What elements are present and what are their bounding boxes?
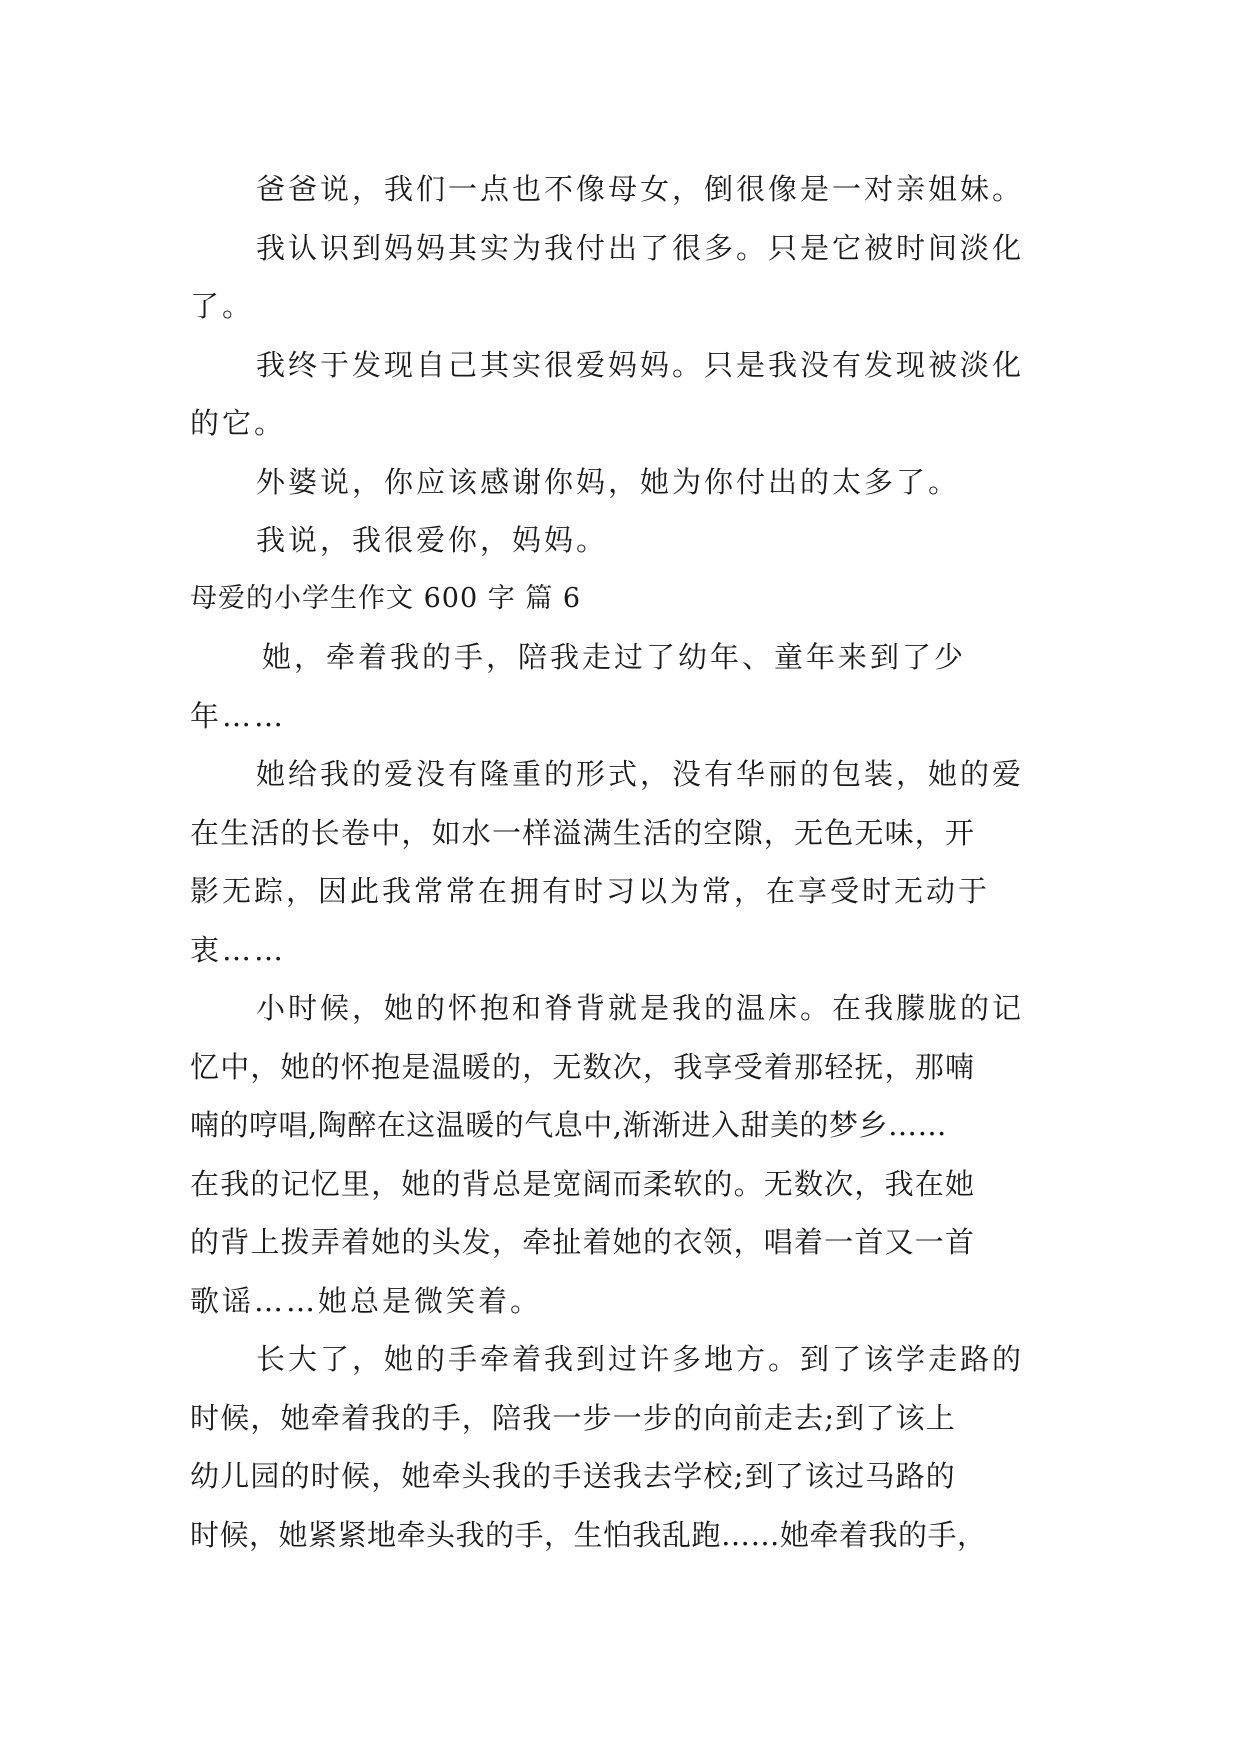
text-line: 她，牵着我的手，陪我走过了幼年、童年来到了少 [262, 640, 967, 674]
text-line: 小时候，她的怀抱和脊背就是我的温床。在我朦胧的记 [256, 991, 1025, 1025]
text-line: 影无踪，因此我常常在拥有时习以为常，在享受时无动于 [190, 874, 991, 908]
text-line: 了。 [190, 289, 255, 323]
text-line: 我认识到妈妈其实为我付出了很多。只是它被时间淡化 [256, 230, 1025, 265]
text-line: 爸爸说，我们一点也不像母女，倒很像是一对亲姐妹。 [256, 172, 1025, 206]
text-line: 在我的记忆里，她的背总是宽阔而柔软的。无数次，我在她 [190, 1166, 976, 1201]
text-line: 我终于发现自己其实很爱妈妈。只是我没有发现被淡化 [256, 347, 1025, 382]
text-line: 歌谣……她总是微笑着。 [190, 1283, 543, 1318]
text-line: 忆中，她的怀抱是温暖的，无数次，我享受着那轻抚，那喃 [190, 1049, 976, 1084]
text-line: 长大了，她的手牵着我到过许多地方。到了该学走路的 [256, 1342, 1025, 1376]
text-line: 她给我的爱没有隆重的形式，没有华丽的包装，她的爱 [256, 757, 1025, 791]
text-line: 幼儿园的时候，她牵头我的手送我去学校;到了该过马路的 [190, 1459, 956, 1493]
document-page [190, 160, 1070, 1564]
text-line: 年…… [190, 698, 287, 733]
text-line: 的背上拨弄着她的头发，牵扯着她的衣领，唱着一首又一首 [190, 1225, 976, 1259]
section-heading: 母爱的小学生作文 600 字 篇 6 [190, 582, 582, 614]
text-line: 时候，她紧紧地牵头我的手，生怕我乱跑……她牵着我的手， [190, 1517, 987, 1552]
text-line: 外婆说，你应该感谢你妈，她为你付出的太多了。 [256, 464, 961, 499]
text-line: 我说，我很爱你，妈妈。 [256, 523, 609, 557]
text-line: 喃的哼唱,陶醉在这温暖的气息中,渐渐进入甜美的梦乡…… [190, 1108, 947, 1142]
text-line: 在生活的长卷中，如水一样溢满生活的空隙，无色无味，开 [190, 815, 976, 850]
text-line: 的它。 [190, 406, 287, 440]
text-line: 衷…… [190, 932, 287, 967]
text-line: 时候，她牵着我的手，陪我一步一步的向前走去;到了该上 [190, 1400, 956, 1435]
